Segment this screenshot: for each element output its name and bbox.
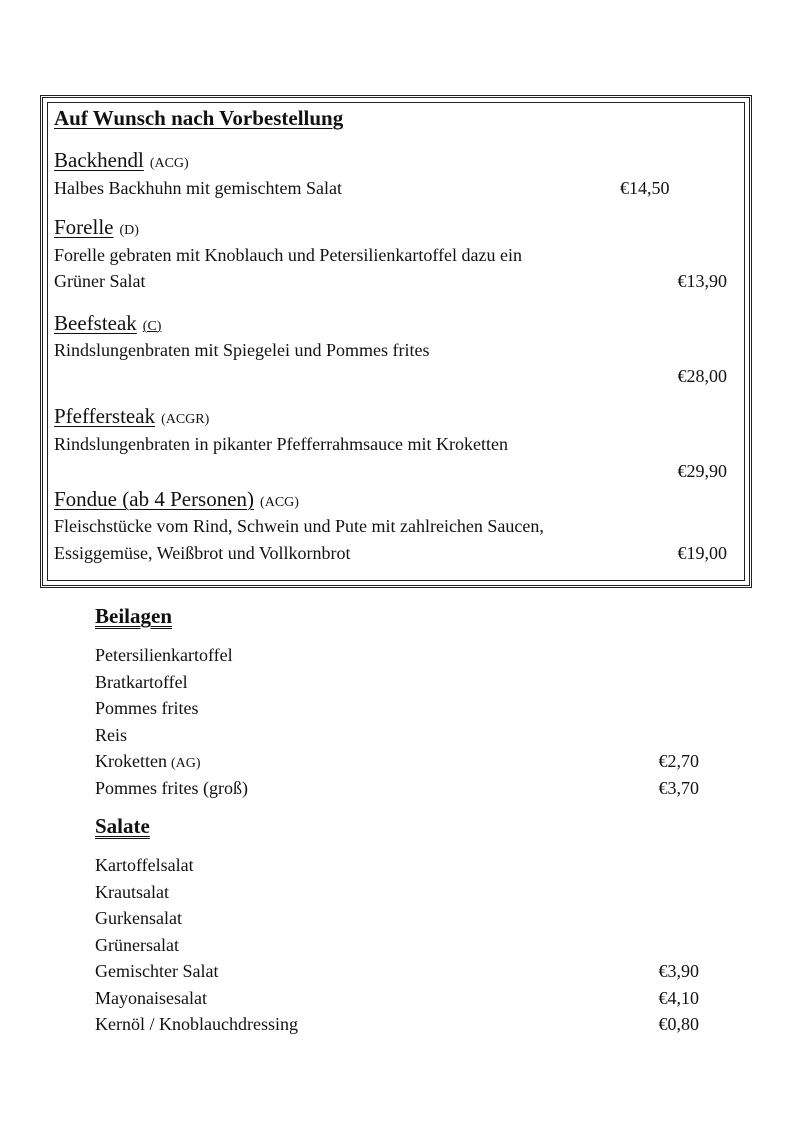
beilagen-title: Beilagen [95,604,172,628]
dish-forelle [54,215,139,240]
item-price: €0,80 [658,1014,699,1034]
salate-title: Salate [95,814,150,838]
list-item [95,935,179,956]
dish-name: Pfeffersteak [54,404,156,428]
dish-description-line: Grüner Salat [54,271,146,291]
item-name: Bratkartoffel [95,671,188,692]
dish-description-line: Rindslungenbraten mit Spiegelei und Pommes frites [54,340,430,360]
list-item [95,961,218,982]
list-item [95,1014,298,1035]
item-name: Kernöl / Knoblauchdressing [95,1014,298,1034]
item-name: Petersilienkartoffel [95,645,233,665]
dish-pfeffersteak [54,404,209,429]
dish-description-line: Essiggemüse, Weißbrot und Vollkornbrot [54,543,351,563]
list-item [95,645,233,666]
item-name: Reis [95,724,128,745]
dish-description-line: Fleischstücke vom Rind, Schwein und Pute mit zahlreichen Saucen, [54,516,544,536]
dish-description-line: Forelle gebraten mit Knoblauch und Petersilienkartoffel dazu ein [54,245,523,265]
dish-price: €13,90 [677,271,727,291]
item-name: Mayonaisesalat [95,987,207,1008]
dish-description-line: Rindslungenbraten in pikanter Pfefferrahmsauce mit Kroketten [54,434,509,454]
specials-title: Auf Wunsch nach Vorbestellung [54,106,344,130]
item-name: Kartoffelsalat [95,855,194,875]
dish-name: Fondue (ab 4 Personen) [54,487,255,511]
list-item [95,988,207,1009]
list-item [95,751,201,772]
item-price: €2,70 [658,751,699,771]
dish-name: Beefsteak [54,311,137,335]
item-price: €4,10 [658,987,699,1008]
dish-allergens: (ACG) [149,156,189,171]
item-name: Pommes frites [95,698,199,718]
item-name: Kroketten [95,751,167,771]
item-name: Gurkensalat [95,908,182,928]
item-name: Pommes frites (groß) [95,777,248,798]
list-item [95,778,248,799]
list-item [95,672,188,693]
item-price: €3,90 [658,961,699,981]
list-item [95,882,169,903]
dish-name: Forelle [54,215,114,239]
item-allergens: (AG) [170,756,201,771]
dish-backhendl [54,148,189,173]
dish-beefsteak [54,311,161,336]
dish-price: €19,00 [677,543,727,563]
list-item [95,908,182,929]
list-item [95,725,127,746]
dish-fondue [54,487,299,512]
dish-name: Backhendl [54,148,144,172]
dish-allergens: (ACGR) [161,412,210,427]
dish-price: €28,00 [677,366,727,386]
dish-price: €29,90 [677,461,727,481]
dish-allergens: (D) [119,223,139,238]
item-name: Gemischter Salat [95,961,219,981]
dish-price: €14,50 [620,178,670,198]
item-name: Krautsalat [95,881,169,902]
list-item [95,698,199,719]
item-name: Grünersalat [95,934,179,955]
dish-allergens: (C) [142,319,162,334]
item-price: €3,70 [658,777,699,798]
dish-description-line: Halbes Backhuhn mit gemischtem Salat [54,178,342,198]
dish-allergens: (ACG) [260,495,299,510]
list-item [95,855,194,876]
